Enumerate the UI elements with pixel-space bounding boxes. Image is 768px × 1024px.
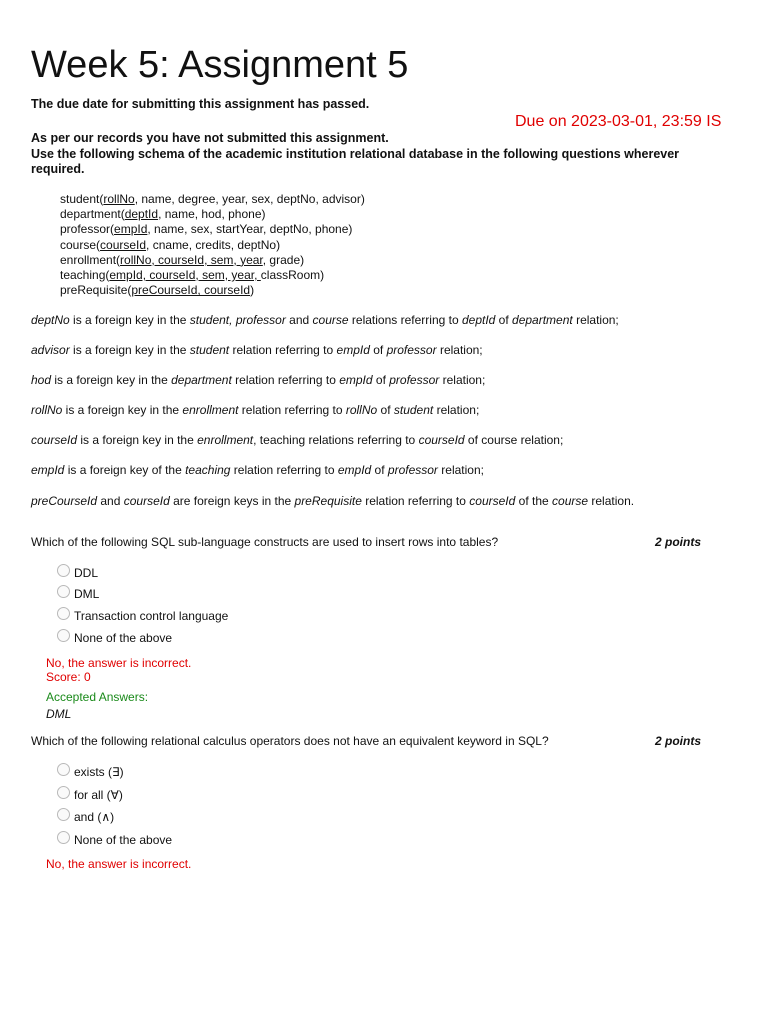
fk-advisor: advisor is a foreign key in the student relation referring to empId of professor relation; <box>31 343 483 357</box>
fk-deptno: deptNo is a foreign key in the student, professor and course relations referring to deptId of department relation; <box>31 313 619 327</box>
page-title: Week 5: Assignment 5 <box>31 44 409 86</box>
accepted-answer-value: DML <box>46 707 72 721</box>
schema-list <box>60 192 365 298</box>
radio-button[interactable] <box>57 808 70 821</box>
answer-option[interactable]: None of the above <box>57 629 172 647</box>
fk-rollno: rollNo is a foreign key in the enrollment relation referring to rollNo of student relation; <box>31 403 480 417</box>
radio-button[interactable] <box>57 585 70 598</box>
radio-button[interactable] <box>57 831 70 844</box>
schema-course: course(courseId, cname, credits, deptNo) <box>60 237 281 252</box>
schema-professor: professor(empId, name, sex, startYear, deptNo, phone) <box>60 222 353 237</box>
question-text: Which of the following SQL sub-language constructs are used to insert rows into tables? <box>31 535 499 549</box>
schema-enrollment: enrollment(rollNo, courseId, sem, year, grade) <box>60 252 305 267</box>
radio-button[interactable] <box>57 763 70 776</box>
due-date: Due on 2023-03-01, 23:59 IS <box>515 113 722 130</box>
answer-option[interactable]: None of the above <box>57 831 172 849</box>
passed-notice: The due date for submitting this assignment has passed. <box>31 97 370 111</box>
fk-courseid: courseId is a foreign key in the enrollment, teaching relations referring to courseId of course relation; <box>31 433 564 447</box>
question-points: 2 points <box>655 734 702 748</box>
radio-button[interactable] <box>57 629 70 642</box>
question-points: 2 points <box>655 535 702 549</box>
accepted-answers-label: Accepted Answers: <box>46 690 149 704</box>
answer-option[interactable]: Transaction control language <box>57 607 228 625</box>
answer-option[interactable]: DML <box>57 585 99 603</box>
schema-student: student(rollNo, name, degree, year, sex, deptNo, advisor) <box>60 192 365 206</box>
instruction-line: required. <box>31 162 85 176</box>
schema-prerequisite: preRequisite(preCourseId, courseId) <box>60 283 255 298</box>
fk-hod: hod is a foreign key in the department relation referring to empId of professor relation; <box>31 373 486 387</box>
incorrect-feedback: No, the answer is incorrect. <box>46 857 192 871</box>
radio-button[interactable] <box>57 564 70 577</box>
answer-option[interactable]: and (∧) <box>57 808 114 826</box>
answer-option[interactable]: exists (∃) <box>57 763 124 781</box>
not-submitted-notice: As per our records you have not submitted this assignment. <box>31 131 389 145</box>
schema-department: department(deptId, name, hod, phone) <box>60 207 266 222</box>
fk-empid: empId is a foreign key of the teaching relation referring to empId of professor relation; <box>31 463 484 477</box>
instruction-line: Use the following schema of the academic institution relational database in the following questions wherever <box>31 147 680 161</box>
score-text: Score: 0 <box>46 670 91 684</box>
incorrect-feedback: No, the answer is incorrect. <box>46 656 192 670</box>
schema-teaching: teaching(empId, courseId, sem, year, classRoom) <box>60 268 325 283</box>
radio-button[interactable] <box>57 786 70 799</box>
fk-precourseid: preCourseId and courseId are foreign keys in the preRequisite relation referring to courseId of the course relation. <box>31 494 635 508</box>
answer-option[interactable]: for all (∀) <box>57 786 123 804</box>
answer-option[interactable]: DDL <box>57 564 98 582</box>
question-text: Which of the following relational calculus operators does not have an equivalent keyword in SQL? <box>31 734 549 748</box>
radio-button[interactable] <box>57 607 70 620</box>
